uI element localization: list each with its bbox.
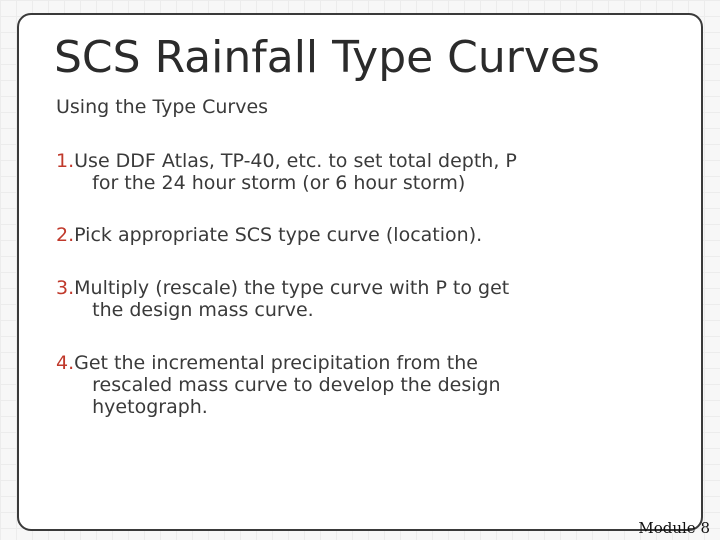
step-number: 4. xyxy=(56,352,75,374)
step-line: for the 24 hour storm (or 6 hour storm) xyxy=(92,172,466,194)
step-item xyxy=(56,352,656,418)
slide-title: SCS Rainfall Type Curves xyxy=(54,32,600,83)
step-item xyxy=(56,224,656,246)
step-item xyxy=(56,277,656,321)
step-line: Pick appropriate SCS type curve (location). xyxy=(74,224,483,246)
step-line: Get the incremental precipitation from the xyxy=(74,352,478,374)
step-number: 3. xyxy=(56,277,75,299)
step-text xyxy=(74,277,656,321)
step-number: 1. xyxy=(56,150,75,172)
steps-list xyxy=(56,150,656,449)
slide-subtitle: Using the Type Curves xyxy=(56,96,269,118)
step-line: hyetograph. xyxy=(92,396,208,418)
step-text xyxy=(74,352,656,418)
step-text xyxy=(74,224,656,246)
step-line: rescaled mass curve to develop the design xyxy=(92,374,501,396)
step-text xyxy=(74,150,656,194)
step-number: 2. xyxy=(56,224,75,246)
step-item xyxy=(56,150,656,194)
step-line: the design mass curve. xyxy=(92,299,314,321)
step-line: Multiply (rescale) the type curve with P to get xyxy=(74,277,510,299)
step-line: Use DDF Atlas, TP-40, etc. to set total depth, P xyxy=(74,150,517,172)
slide-footer: Module 8 xyxy=(638,519,710,537)
